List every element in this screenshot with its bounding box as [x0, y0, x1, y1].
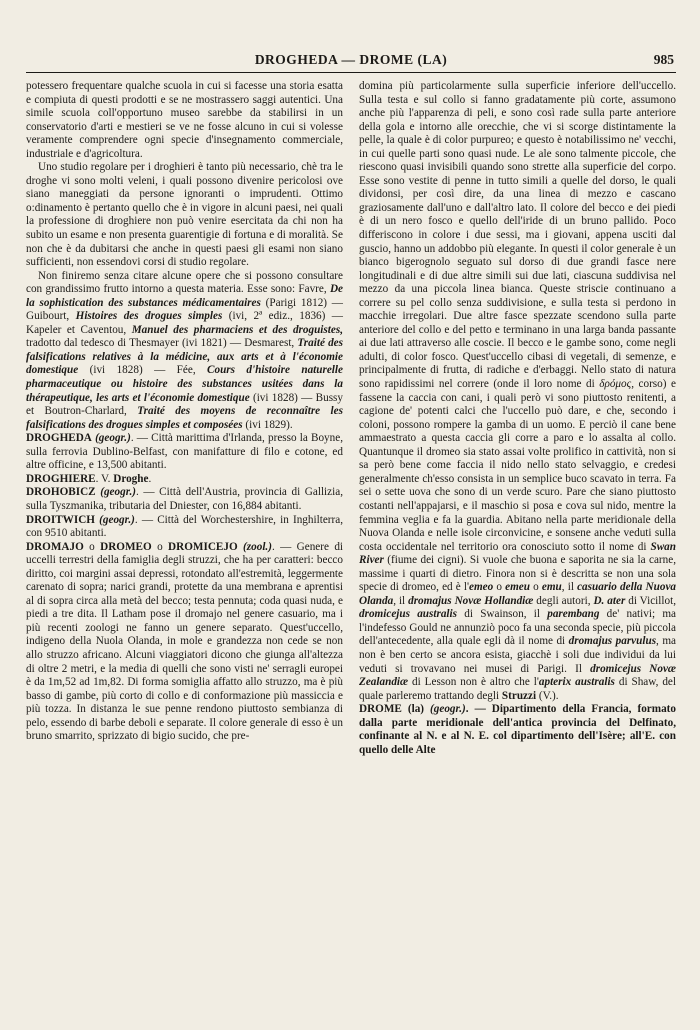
- text-columns: [26, 80, 676, 757]
- bibliography-paragraph: [26, 270, 343, 433]
- entry-headword: DROITWICH: [26, 513, 95, 526]
- italic-term: apterix australis: [538, 676, 615, 689]
- italic-term: D. ater: [593, 594, 626, 607]
- italic-term: emeu: [505, 581, 530, 594]
- book-title: Histoires des drogues simples: [75, 310, 223, 323]
- text-run: degli autori,: [533, 594, 594, 607]
- entry-text: o: [151, 540, 169, 553]
- entry-text: .: [148, 472, 152, 485]
- left-column: [26, 80, 343, 757]
- cross-reference: Struzzi: [501, 689, 537, 702]
- entry-headword: DROMEO: [100, 540, 152, 553]
- entry-droitwich: [26, 514, 343, 541]
- text-run: Non finiremo senza citare alcune opere che si possono consultare con grandissimo frutto intorno a questa materia. Esse sono: Favre,: [26, 269, 343, 296]
- paragraph: [359, 80, 676, 703]
- entry-dromajo: [26, 541, 343, 744]
- text-run: di Swainson, il: [457, 608, 548, 621]
- entry-drogheda: [26, 432, 343, 473]
- italic-term: parembang: [547, 608, 600, 621]
- text-run: di Shaw, del quale parleremo trattando degli: [359, 676, 676, 702]
- text-run: , il: [393, 594, 409, 607]
- entry-tag: (geogr.): [100, 486, 136, 499]
- book-title: Manuel des pharmaciens et des droguistes,: [131, 323, 343, 336]
- italic-term: Swan River: [359, 540, 676, 567]
- italic-term: casuario della Nuova Olanda: [359, 581, 676, 607]
- page-number: 985: [653, 52, 674, 67]
- text-run: (ivi 1828) — Bussy et Boutron-Charlard,: [26, 391, 343, 418]
- italic-term: dromajus Novæ Hollandiæ: [408, 594, 534, 607]
- entry-headword: DROMAJO: [26, 540, 84, 553]
- entry-headword: DROMICEJO: [168, 540, 238, 553]
- book-title: De la sophistication des substances médicamentaires: [26, 283, 343, 309]
- entry-text: . — Città dell'Austria, provincia di Gallizia, sulla Tyszmanika, tributaria del Dniester, con 16,884 abitanti.: [26, 486, 343, 512]
- entry-headword: DROME (la): [359, 703, 425, 716]
- italic-term: dromajus parvulus: [568, 635, 657, 648]
- text-run: , corso) e fassene la caccia con cani, i quali però vi sono piuttosto renitenti, a cagione de' potenti calci che l'uccello può dare, e che, secondo i coloni, possono rompere la gamba di un uomo. E perciò il cane bene ammaestrato a questa caccia gli corre a paro e lo assalta al collo. Quantunque il dromeo sia stato assai volte prolifico in cattività, non si sa però bene come faccia il nido nello stato selvaggio, e credesi generalmente ch'esso consista in un semplice buco scavato in terra. Fa sei o sette uova che sono di un verde scuro. Pare che siano piuttosto costanti nell'appajarsi, e il maschio si posa e cova sul nido, mentre la femmina veglia e fa la guardia. Abitano nella parte meridionale della Nuova Olanda e nelle isole circonvicine, e sonsene anche veduti sulla costa occidentale nel territorio ora conosciuto sotto il nome di: [359, 378, 676, 553]
- text-run: (V.).: [536, 689, 559, 702]
- book-title: Traité des moyens de reconnaître les falsifications des drogues simples et composées: [26, 405, 343, 431]
- entry-text: . — Genere di uccelli terrestri della famiglia degli struzzi, che ha per caratteri: becco diritto, coi margini assai depressi, rotondato all'estremità, leggermente carenato di sopra; narici grandi, protette da una membrana e aprentisi al di sopra circa alla metà del becco; testa pennuta; coda quasi nuda, e piedi a tre dita. Il Latham pose il dromajo nel genere casuario, ma i più recenti zoologi ne fanno un genere separato. Quest'uccello, indigeno della Nuola Olanda, in mole e grandezza non cede se non allo struzzo africano. Alcuni viaggiatori dicono che giunga all'altezza di oltre 2 metri, e la media di quelli che sono visti ne' serragli europei è da 1m,52 ad 1m,82. Di forma somiglia affatto allo struzzo, ma è più basso di gambe, più corto di collo e di conformazione più massiccia e più tozza. In distanza le sue penne rendono piuttosto sembianza di pelo, essendo di barbe deboli e separate. Il colore generale di esso è un bruno smarrito, sprizzato di bigio sucido, che pre-: [26, 540, 344, 743]
- entry-text: . — Città del Worchestershire, in Inghilterra, con 9510 abitanti.: [26, 513, 344, 540]
- entry-drohobicz: [26, 486, 343, 513]
- running-header: [26, 50, 676, 73]
- italic-term: emu: [541, 581, 562, 594]
- entry-drome: [359, 703, 676, 757]
- entry-text: . — Dipartimento della Francia, formato dalla parte meridionale dell'antica provincia del Delfinato, confinante al N. e al N. E. col dipartimento dell'Isère; all'E. con quello delle Alte: [359, 703, 676, 756]
- entry-tag: (geogr.): [430, 703, 466, 716]
- entry-tag: (zool.): [243, 540, 272, 553]
- greek-word: δρόμος: [599, 378, 632, 391]
- italic-term: dromicejus australis: [359, 608, 458, 621]
- entry-tag: (geogr.): [99, 513, 135, 526]
- entry-droghiere: [26, 473, 343, 487]
- text-run: (ivi 1829).: [242, 418, 293, 431]
- book-title: Traité des falsifications relatives à la médicine, aux arts et à l'économie domestique: [26, 337, 343, 377]
- text-run: di Lesson non è altro che l': [408, 676, 539, 689]
- text-run: (fiume dei cigni). Si vuole che buona e saporita ne sia la carne, massime i quarti di dietro. Finora non si è descritta se non una sola specie di dromeo, ed è l': [359, 554, 676, 594]
- cross-reference: Droghe: [113, 472, 149, 485]
- entry-tag: (geogr.): [95, 432, 131, 445]
- text-run: , ma non è ben certo se ancora esista, giacchè i soli due individui da lui veduti si trovavano nei musei di Parigi. Il: [359, 635, 676, 675]
- italic-term: emeo: [469, 581, 494, 594]
- text-run: (Parigi 1812) — Guibourt,: [26, 296, 343, 323]
- italic-term: dromicejus Novæ Zealandiæ: [359, 662, 676, 689]
- text-run: o: [493, 581, 506, 594]
- paragraph: potessero frequentare qualche scuola in cui si facesse una storia esatta e compiuta di questi prodotti e se ne mostrassero saggi autentici. Una simile scuola coll'opportuno museo sarebbe da stabilirsi in un conservatorio d'arti e mestieri se ve ne fosse alcuno in cui si volesse veramente comprendere ogni specie d'insegnamento commerciale, industriale e d'agricoltura.: [26, 80, 343, 160]
- text-run: de' nativi; ma l'indefesso Gould ne annunziò poco fa una seconda specie, più piccola dell'antecedente, alla quale egli dà il nome di: [359, 608, 676, 648]
- entry-headword: DROHOBICZ: [26, 486, 96, 499]
- right-column: [359, 80, 676, 757]
- text-run: domina più particolarmente sulla superficie inferiore dell'uccello. Sulla testa e sul collo si fanno gradatamente più corte, assumono anche più l'apparenza di peli, e sono così rade sulla parte anteriore della gola e intorno alle orecchie, che vi si scorge distintamente la pelle, la quale è di color purpureo; e questo è notabilissimo ne' vecchi, in cui quelle parti sono quasi nude. Le ale sono talmente piccole, che riescono quasi invisibili quando sono strette alla superficie del corpo. Esse sono vestite di penne in tutto simili a quelle del dorso, le quali dividonsi, per così dire, da una linea di mezzo e cascano graziosamente dall'uno e dall'altro lato. Il colore del becco e dei piedi è di un nero fosco e quello dell'iride di un bruno pallido. Poco differiscono in colore i due sessi, ma i giovani, appena usciti dal guscio, hanno un addobbo più elegante. In questi il color generale è un bianco bigerognolo seguato sul dorso di due grandi fasce nere longitudinali e di due altre simili sui due lati, ciascuna suddivisa nel mezzo da una piccola linea bianca. Queste striscie continuano a correre su pel collo senza suddivisione, e sulla testa si perdono in macchie irregolari. Due altre fasce spezzate scendono sulla parte anteriore del collo e del petto e terminano in una larga banda passante ai due lati attraverso alle coscie. Il becco e le gambe sono, come negli adulti, di color fosco. Quest'uccello cibasi di vegetali, di semenze, e principalmente di frutta, di radiche e d'erbaggi. Nello stato di natura sono rapidissimi nel correre (onde il loro nome di: [359, 80, 676, 391]
- header-title: DROGHEDA — DROME (LA): [254, 52, 448, 67]
- text-run: , il: [561, 581, 578, 594]
- entry-text: . V.: [95, 472, 114, 485]
- text-run: tradotto dal tedesco di Thesmayer (ivi 1821) — Desmarest,: [26, 337, 298, 350]
- text-run: (ivi 1828) — Fée,: [78, 364, 208, 377]
- entry-text: o: [83, 540, 101, 553]
- entry-headword: DROGHEDA: [26, 432, 92, 445]
- text-run: o: [530, 581, 542, 594]
- entry-headword: DROGHIERE: [26, 472, 96, 485]
- text-run: di Vicillot,: [625, 594, 676, 607]
- entry-text: . — Città marittima d'Irlanda, presso la Boyne, sulla ferrovia Dublino-Belfast, con manifatture di filo e cotone, ed altre officine, e 13,500 abitanti.: [26, 432, 344, 472]
- text-run: (ivi, 2ª ediz., 1836) — Kapeler et Caventou,: [26, 310, 343, 336]
- book-title: Cours d'histoire naturelle pharmaceutique ou histoire des substances usitées dans la thérapeutique, les arts et l'économie domestique: [26, 364, 343, 404]
- paragraph: Uno studio regolare per i droghieri è tanto più necessario, chè tra le droghe vi sono molti veleni, i quali possono divenire pericolosi ove siano maneggiati da persone ignoranti o imprudenti. Ottimo o:dinamento è pertanto quello che è in vigore in alcuni paesi, nei quali la professione di droghiere non può venire esercitata da chi non ha subito un esame e non presenta guarentigie di fortuna e di moralità. Se non che è da dubitarsi che anche in questi paesi gli esami non siano sufficienti, non essendovi corsi di studio regolare.: [26, 161, 343, 269]
